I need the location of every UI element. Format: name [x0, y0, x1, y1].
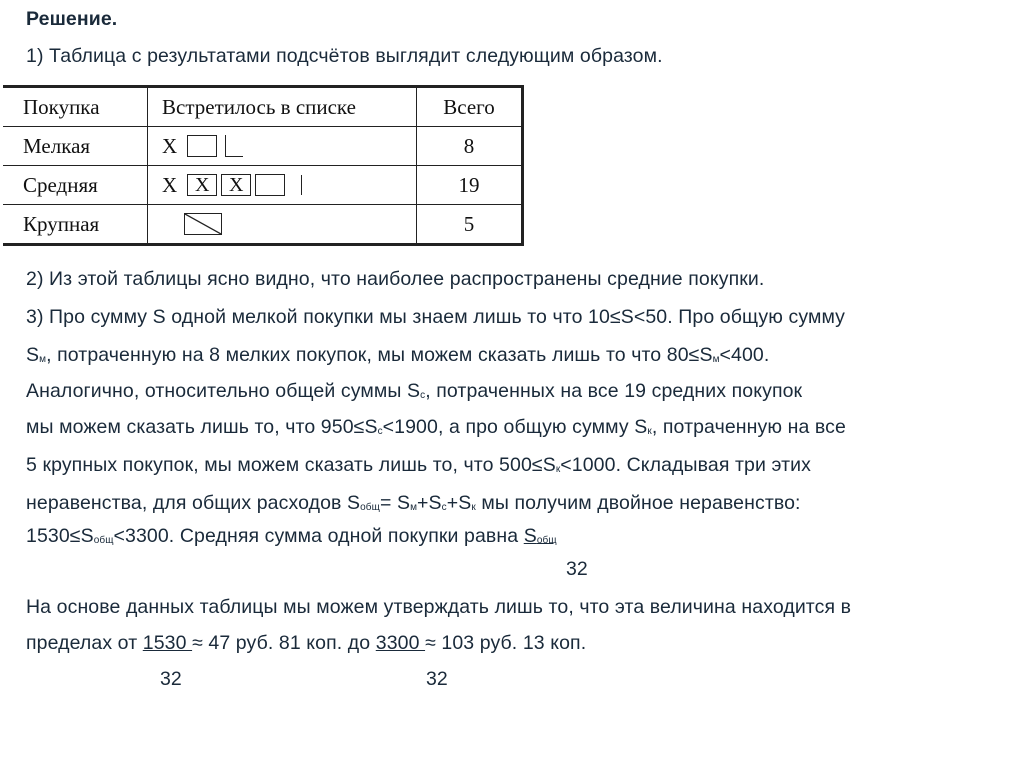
- tally-partial-mark: [225, 135, 243, 157]
- row-name-medium: Средняя: [3, 166, 148, 205]
- step3-line6: неравенства, для общих расходов Sобщ= Sм+Sс+Sк мы получим двойное неравенство:: [26, 492, 801, 514]
- conclusion-line1: На основе данных таблицы мы можем утверждать лишь то, что эта величина находится в: [26, 596, 852, 618]
- tally-box-diagonal: [184, 213, 222, 235]
- step3-line7: 1530≤Sобщ<3300. Средняя сумма одной покупки равна Sобщ: [26, 525, 557, 547]
- table-header-row: [3, 87, 523, 127]
- step3-line1: 3) Про сумму S одной мелкой покупки мы знаем лишь то что 10≤S<50. Про общую сумму: [26, 306, 846, 328]
- tally-box: [255, 174, 285, 196]
- step1-text: 1) Таблица с результатами подсчётов выглядит следующим образом.: [26, 45, 663, 67]
- step3-line5: 5 крупных покупок, мы можем сказать лишь то, что 500≤Sк<1000. Складывая три этих: [26, 454, 811, 476]
- tally-cell-medium: [148, 166, 417, 205]
- step2-text: 2) Из этой таблицы ясно видно, что наиболее распространены средние покупки.: [26, 268, 765, 290]
- heading: Решение.: [26, 8, 118, 30]
- header-purchase: Покупка: [3, 87, 148, 127]
- tally-cell-small: [148, 127, 417, 166]
- total-large: 5: [417, 205, 523, 245]
- tally-box-crossed: X: [221, 174, 251, 196]
- tally-stick: [301, 175, 302, 195]
- conclusion-line2: пределах от 1530 ≈ 47 руб. 81 коп. до 3300 ≈ 103 руб. 13 коп.: [26, 632, 587, 654]
- tally-table: [3, 85, 524, 246]
- tally-x: X: [162, 172, 178, 197]
- denominator-1: 32: [160, 668, 182, 690]
- tally-box-crossed: X: [187, 174, 217, 196]
- step3-line2: Sм, потраченную на 8 мелких покупок, мы можем сказать лишь то что 80≤Sм<400.: [26, 344, 770, 366]
- header-total: Всего: [417, 87, 523, 127]
- fraction-denominator: 32: [566, 558, 588, 580]
- fraction-numerator-3300: 3300: [375, 632, 426, 654]
- row-name-small: Мелкая: [3, 127, 148, 166]
- table-row: [3, 205, 523, 245]
- total-small: 8: [417, 127, 523, 166]
- header-tally: Встретилось в списке: [148, 87, 417, 127]
- fraction-numerator: Sобщ: [523, 525, 557, 547]
- table-row: [3, 127, 523, 166]
- row-name-large: Крупная: [3, 205, 148, 245]
- tally-cell-large: [148, 205, 417, 245]
- step3-line4: мы можем сказать лишь то, что 950≤Sс<1900, а про общую сумму Sк, потраченную на все: [26, 416, 846, 438]
- total-medium: 19: [417, 166, 523, 205]
- tally-box: [187, 135, 217, 157]
- step3-line3: Аналогично, относительно общей суммы Sс, потраченных на все 19 средних покупок: [26, 380, 803, 402]
- denominator-2: 32: [426, 668, 448, 690]
- table-row: [3, 166, 523, 205]
- fraction-numerator-1530: 1530: [142, 632, 193, 654]
- tally-x: X: [162, 133, 178, 158]
